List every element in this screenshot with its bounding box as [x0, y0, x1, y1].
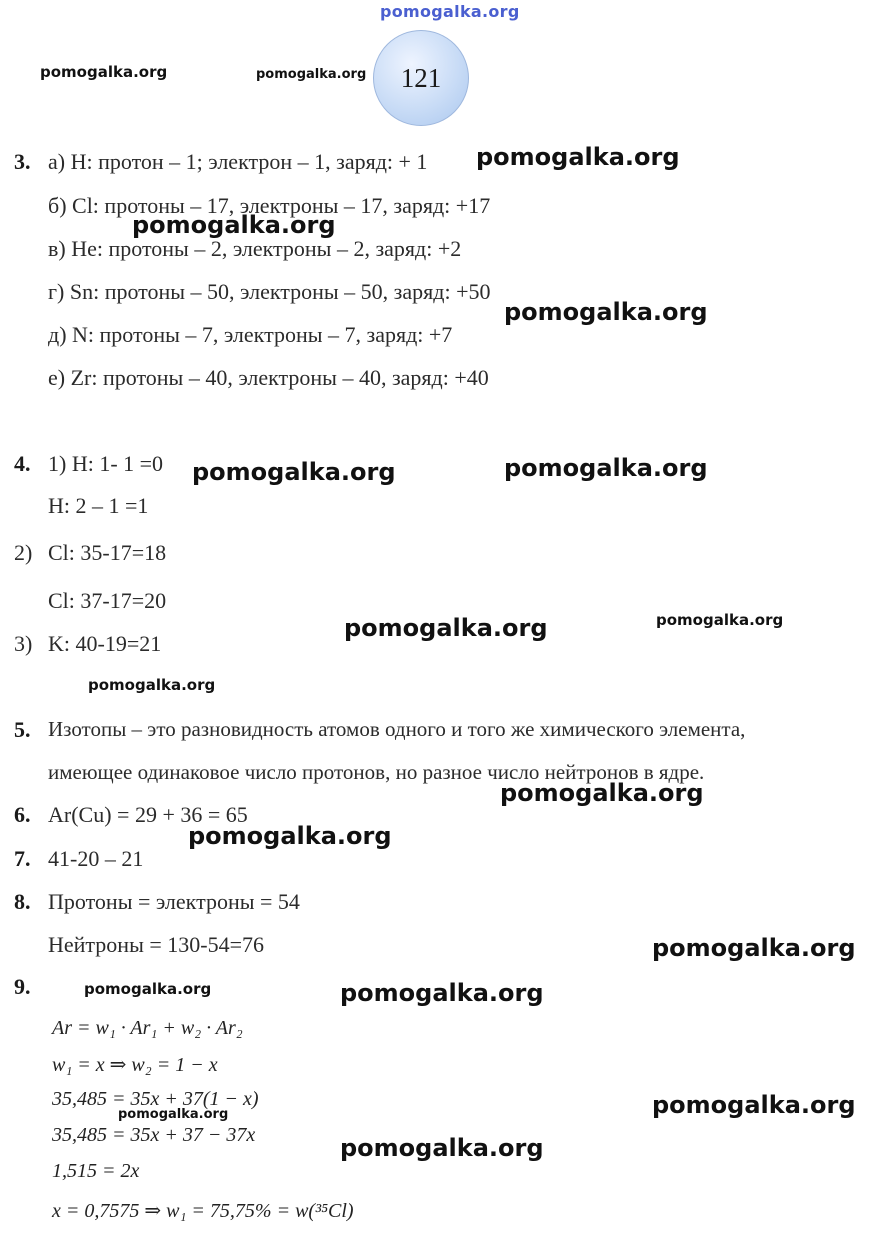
watermark: pomogalka.org — [340, 1134, 544, 1162]
task-3-line-c: в) He: протоны – 2, электроны – 2, заряд: +2 — [48, 236, 462, 261]
task-3-line-d: г) Sn: протоны – 50, электроны – 50, заряд: +50 — [48, 279, 491, 304]
task-9-formula-2: w₁ = x ⇒ w₂ = 1 − x — [52, 1054, 218, 1076]
task-9-formula-5: 1,515 = 2x — [52, 1160, 140, 1182]
task-4-item-3: K: 40-19=21 — [48, 631, 162, 656]
watermark: pomogalka.org — [192, 458, 396, 486]
watermark-top: pomogalka.org — [380, 2, 520, 21]
task-5-line-1: Изотопы – это разновидность атомов одного и того же химического элемента, — [48, 717, 746, 741]
task-4-item-1b: H: 2 – 1 =1 — [48, 493, 149, 518]
watermark: pomogalka.org — [188, 822, 392, 850]
task-4-item-1: 1) H: 1- 1 =0 — [48, 451, 164, 476]
task-3-line-e: д) N: протоны – 7, электроны – 7, заряд: +7 — [48, 322, 453, 347]
task-3-line-a: а) H: протон – 1; электрон – 1, заряд: + 1 — [48, 149, 428, 174]
page-number: 121 — [400, 62, 442, 93]
page-number-badge — [373, 30, 469, 126]
task-3-number: 3. — [14, 149, 31, 174]
task-7-text: 41-20 – 21 — [48, 846, 144, 871]
watermark: pomogalka.org — [344, 614, 548, 642]
watermark: pomogalka.org — [256, 67, 367, 82]
task-9-formula-3: 35,485 = 35x + 37(1 − x) — [52, 1088, 259, 1110]
task-3-line-f: е) Zr: протоны – 40, электроны – 40, заряд: +40 — [48, 365, 489, 390]
task-9-number: 9. — [14, 974, 31, 999]
task-4-number: 4. — [14, 451, 31, 476]
task-4-marker-3: 3) — [14, 631, 33, 656]
watermark: pomogalka.org — [504, 454, 708, 482]
task-4-item-2b: Cl: 37-17=20 — [48, 588, 167, 613]
task-8-number: 8. — [14, 889, 31, 914]
watermark: pomogalka.org — [40, 63, 168, 81]
task-9-formula-4: 35,485 = 35x + 37 − 37x — [52, 1124, 256, 1146]
task-9-formula-1: Ar = w₁ · Ar₁ + w₂ · Ar₂ — [52, 1017, 243, 1039]
task-3-line-b: б) Cl: протоны – 17, электроны – 17, заряд: +17 — [48, 193, 491, 218]
watermark: pomogalka.org — [340, 979, 544, 1007]
task-4-marker-2: 2) — [14, 540, 33, 565]
task-9-formula-6: x = 0,7575 ⇒ w₁ = 75,75% = w(³⁵Cl) — [52, 1200, 354, 1222]
watermark: pomogalka.org — [656, 611, 784, 629]
task-5-number: 5. — [14, 717, 31, 742]
watermark: pomogalka.org — [652, 934, 856, 962]
task-8-line-1: Протоны = электроны = 54 — [48, 889, 300, 914]
task-8-line-2: Нейтроны = 130-54=76 — [48, 932, 265, 957]
task-6-number: 6. — [14, 802, 31, 827]
watermark: pomogalka.org — [84, 980, 212, 998]
watermark: pomogalka.org — [504, 298, 708, 326]
watermark: pomogalka.org — [500, 779, 704, 807]
watermark: pomogalka.org — [132, 211, 336, 239]
watermark: pomogalka.org — [118, 1107, 229, 1122]
task-5-line-2: имеющее одинаковое число протонов, но разное число нейтронов в ядре. — [48, 760, 705, 784]
watermark: pomogalka.org — [652, 1091, 856, 1119]
task-7-number: 7. — [14, 846, 31, 871]
task-4-item-2: Cl: 35-17=18 — [48, 540, 167, 565]
watermark: pomogalka.org — [476, 143, 680, 171]
task-6-text: Ar(Cu) = 29 + 36 = 65 — [48, 802, 248, 827]
watermark: pomogalka.org — [88, 676, 216, 694]
